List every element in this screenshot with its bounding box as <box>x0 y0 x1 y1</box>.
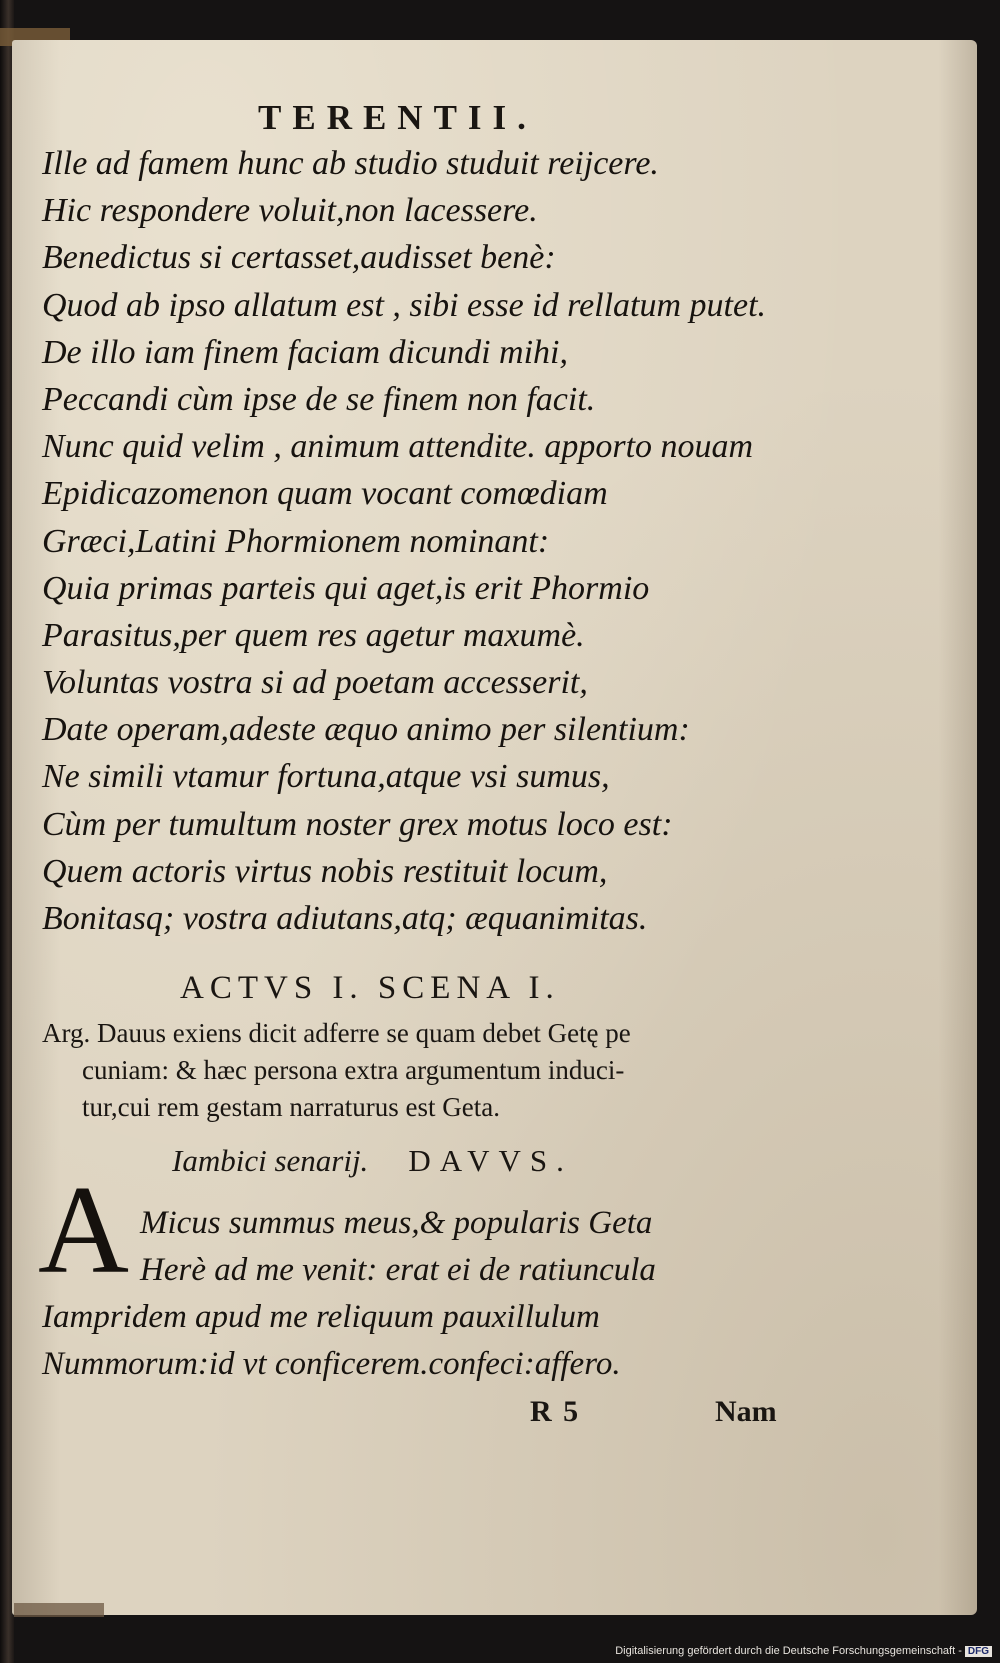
verse-line: Iampridem apud me reliquum pauxillulum <box>42 1299 600 1335</box>
meter-speaker-line <box>172 1143 573 1179</box>
argument-line: tur,cui rem gestam narraturus est Geta. <box>82 1092 501 1122</box>
signature-mark: R 5 <box>530 1395 581 1428</box>
running-head: TERENTII. <box>258 98 537 137</box>
prologue-verse <box>42 140 766 942</box>
digitization-credit <box>615 1645 992 1657</box>
verse-line: Herè ad me venit: erat ei de ratiuncula <box>140 1252 656 1288</box>
verse-line: Parasitus,per quem res agetur maxumè. <box>42 616 585 654</box>
verse-line: Quia primas parteis qui aget,is erit Phormio <box>42 569 650 607</box>
verse-line: Bonitasq; vostra adiutans,atq; æquanimitas. <box>42 900 648 937</box>
verse-line: Ne simili vtamur fortuna,atque vsi sumus, <box>42 758 610 796</box>
binding-strip-bottom <box>14 1603 104 1617</box>
credit-text: Digitalisierung gefördert durch die Deutsche Forschungsgemeinschaft - <box>615 1645 962 1657</box>
verse-line: Peccandi cùm ipse de se finem non facit. <box>42 380 596 418</box>
verse-line: Ille ad famem hunc ab studio studuit reijcere. <box>42 145 659 182</box>
act-scene-heading: ACTVS I. SCENA I. <box>180 970 560 1006</box>
meter-label: Iambici senarij. <box>172 1143 369 1178</box>
verse-line: Micus summus meus,& popularis Geta <box>140 1205 653 1241</box>
verse-line: Quod ab ipso allatum est , sibi esse id rellatum putet. <box>42 286 767 324</box>
argument-line: Arg. Dauus exiens dicit adferre se quam debet Getę pe <box>42 1018 631 1048</box>
verse-line: Epidicazomenon quam vocant comœdiam <box>42 475 608 513</box>
argument-line: cuniam: & hæc persona extra argumentum induci- <box>82 1055 625 1085</box>
verse-line: Voluntas vostra si ad poetam accesserit, <box>42 664 588 702</box>
verse-line: Nummorum:id vt conficerem.confeci:affero. <box>42 1346 621 1382</box>
verse-line: Quem actoris virtus nobis restituit locum, <box>42 852 608 890</box>
scene-argument <box>42 1015 802 1126</box>
verse-line: Græci,Latini Phormionem nominant: <box>42 522 550 560</box>
verse-line: Cùm per tumultum noster grex motus loco est: <box>42 805 673 843</box>
verse-line: De illo iam finem faciam dicundi mihi, <box>42 333 568 371</box>
drop-cap: A <box>38 1161 129 1300</box>
verse-line: Benedictus si certasset,audisset benè: <box>42 239 556 277</box>
catchword: Nam <box>715 1395 777 1428</box>
speaker-name: DAVVS. <box>408 1143 573 1178</box>
dfg-logo: DFG <box>965 1646 992 1657</box>
verse-line: Hic respondere voluit,non lacessere. <box>42 192 538 230</box>
continuation-lines <box>42 1294 621 1388</box>
opening-lines <box>140 1200 656 1294</box>
verse-line: Date operam,adeste æquo animo per silentium: <box>42 711 690 749</box>
verse-line: Nunc quid velim , animum attendite. apporto nouam <box>42 428 754 466</box>
